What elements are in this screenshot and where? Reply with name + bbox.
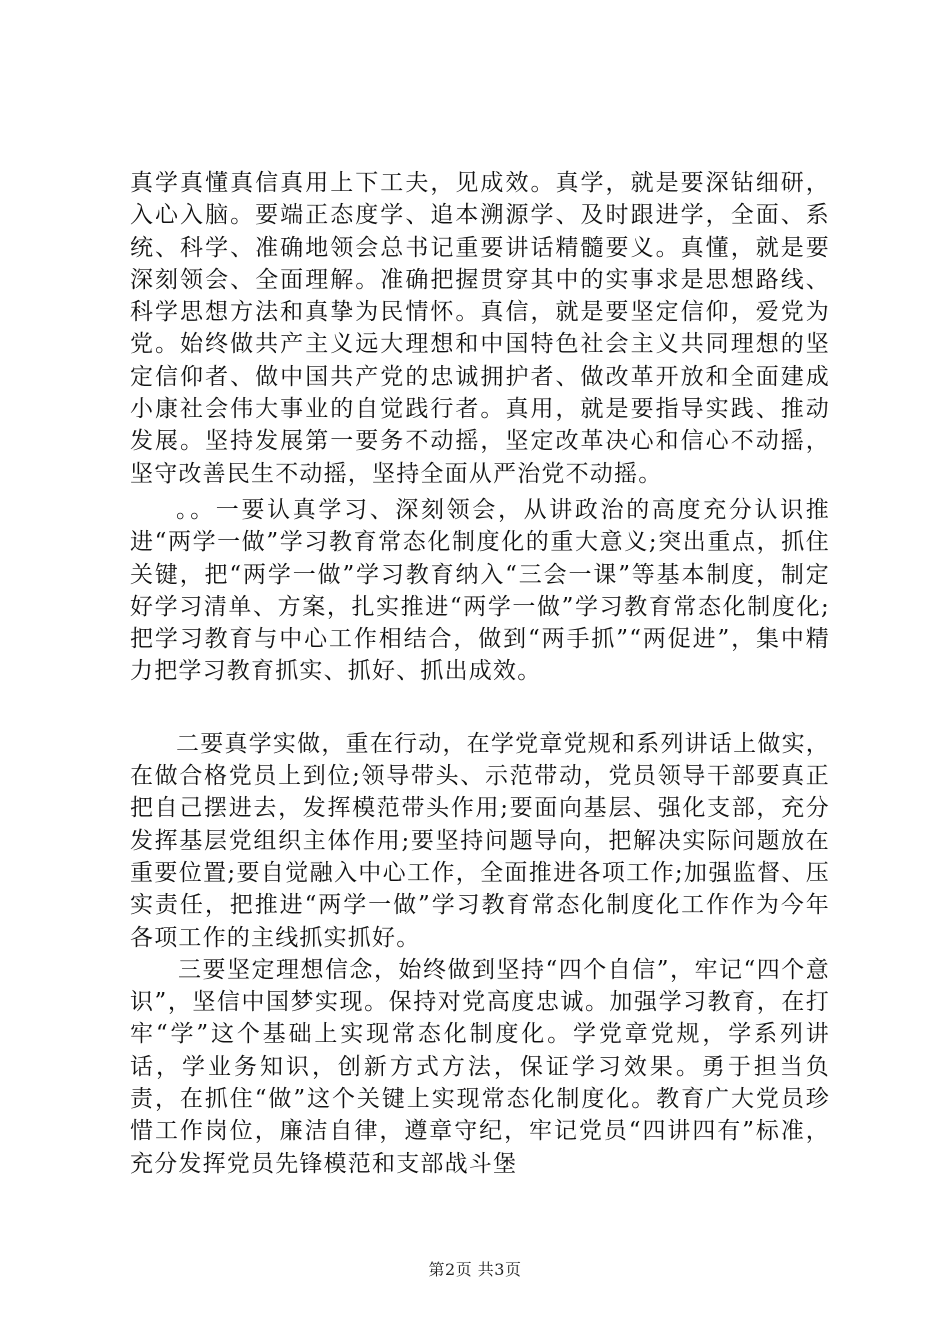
paragraph-1: 真学真懂真信真用上下工夫，见成效。真学，就是要深钻细研，入心入脑。要端正态度学、追本溯源学、及时跟进学，全面、系统、科学、准确地领会总书记重要讲话精髓要义。真懂，就是要深刻领会、全面理解。准确把握贯穿其中的实事求是思想路线、科学思想方法和真挚为民情怀。真信，就是要坚定信仰，爱党为党。始终做共产主义远大理想和中国特色社会主义共同理想的坚定信仰者、做中国共产党的忠诚拥护者、做改革开放和全面建成小康社会伟大事业的自觉践行者。真用，就是要指导实践、推动发展。坚持发展第一要务不动摇，坚定改革决心和信心不动摇，坚守改善民生不动摇，坚持全面从严治党不动摇。 [130,170,830,487]
paragraph-2: 。。一要认真学习、深刻领会，从讲政治的高度充分认识推进“两学一做”学习教育常态化制度化的重大意义;突出重点，抓住关键，把“两学一做”学习教育纳入“三会一课”等基本制度，制定好学习清单、方案，扎实推进“两学一做”学习教育常态化制度化;把学习教育与中心工作相结合，做到“两手抓”“两促进”，集中精力把学习教育抓实、抓好、抓出成效。 [130,496,830,685]
page-number-footer: 第2页 共3页 [428,1260,522,1279]
paragraph-4: 三要坚定理想信念，始终做到坚持“四个自信”，牢记“四个意识”，坚信中国梦实现。保持对党高度忠诚。加强学习教育，在打牢“学”这个基础上实现常态化制度化。学党章党规，学系列讲话，学业务知识，创新方式方法，保证学习效果。勇于担当负责，在抓住“做”这个关键上实现常态化制度化。教育广大党员珍惜工作岗位，廉洁自律，遵章守纪，牢记党员“四讲四有”标准，充分发挥党员先锋模范和支部战斗堡 [130,956,830,1177]
paragraph-3: 二要真学实做，重在行动，在学党章党规和系列讲话上做实，在做合格党员上到位;领导带头、示范带动，党员领导干部要真正把自己摆进去，发挥模范带头作用;要面向基层、强化支部，充分发挥基层党组织主体作用;要坚持问题导向，把解决实际问题放在重要位置;要自觉融入中心工作，全面推进各项工作;加强监督、压实责任，把推进“两学一做”学习教育常态化制度化工作作为今年各项工作的主线抓实抓好。 [130,730,830,951]
document-body [130,145,830,1180]
